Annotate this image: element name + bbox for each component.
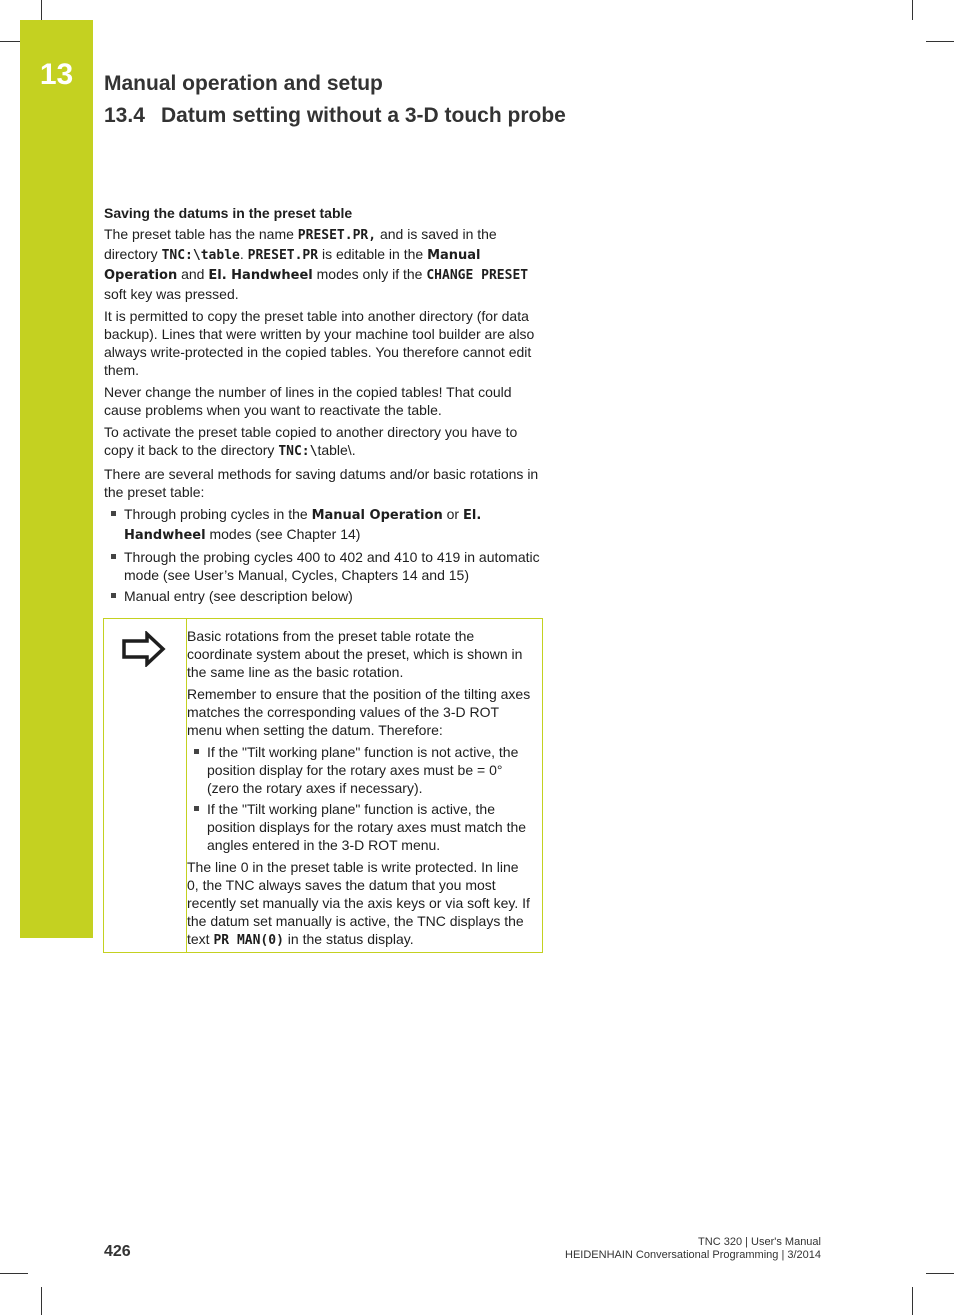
- crop-mark: [41, 0, 42, 20]
- footer-line: HEIDENHAIN Conversational Programming | 3/2014: [565, 1249, 821, 1261]
- paragraph: It is permitted to copy the preset table into another directory (for data backup). Lines that were written by your machine tool builder are also always write-protected in the copied tables. You therefore cannot edit them.: [104, 308, 535, 378]
- text: modes (see Chapter 14): [205, 526, 361, 542]
- list-item: Through the probing cycles 400 to 402 and 410 to 419 in automatic mode (see User’s Manual, Cycles, Chapters 14 and 15): [104, 548, 546, 584]
- mode-name: El. Handwheel: [208, 268, 313, 283]
- keyword: TNC:\: [278, 444, 318, 459]
- main-content: [104, 204, 546, 609]
- text: The line 0 in the preset table is write protected. In line 0, the TNC always saves the datum that you most recently set manually via the axis keys or via soft key. If the datum set manually is active, the TNC displays the text: [187, 859, 530, 947]
- text: Through probing cycles in the: [124, 506, 312, 522]
- crop-mark: [0, 41, 20, 42]
- chapter-number: 13: [39, 58, 74, 91]
- text: table\.: [317, 442, 356, 458]
- text: modes only if the: [312, 266, 427, 282]
- page-number: 426: [104, 1243, 131, 1260]
- mode-name: Manual Operation: [104, 248, 481, 283]
- subheading: Saving the datums in the preset table: [104, 205, 353, 221]
- text: or: [442, 506, 463, 522]
- crop-mark: [926, 1273, 954, 1274]
- note-paragraph: Remember to ensure that the position of the tilting axes matches the corresponding values of the 3-D ROT menu when setting the datum. Therefore:: [187, 686, 531, 738]
- crop-mark: [41, 1287, 42, 1315]
- note-paragraph: [187, 858, 531, 950]
- text: and: [177, 266, 209, 282]
- list-item: If the "Tilt working plane" function is active, the position displays for the rotary axes must match the angles entered in the 3-D ROT menu.: [187, 800, 531, 854]
- bullet-list: [104, 505, 546, 605]
- text: The preset table has the name: [104, 226, 298, 242]
- footer-info: [565, 1236, 821, 1262]
- text: in the status display.: [283, 931, 414, 947]
- note-paragraph: Basic rotations from the preset table rotate the coordinate system about the preset, which is shown in the same line as the basic rotation.: [187, 628, 523, 680]
- note-box: [103, 618, 543, 953]
- paragraph: There are several methods for saving datums and/or basic rotations in the preset table:: [104, 466, 539, 500]
- chapter-title: Manual operation and setup: [104, 72, 383, 95]
- arrow-right-icon: [121, 631, 167, 672]
- mode-name: El. Handwheel: [124, 508, 482, 543]
- text: To activate the preset table copied to another directory you have to copy it back to the directory: [104, 424, 518, 458]
- footer-line: TNC 320 | User's Manual: [698, 1236, 821, 1248]
- list-item: [104, 505, 546, 545]
- text: and is saved in the directory: [104, 226, 497, 262]
- text: .: [239, 246, 248, 262]
- text: is editable in the: [318, 246, 428, 262]
- crop-mark: [0, 1273, 28, 1274]
- mode-name: Manual Operation: [311, 508, 443, 523]
- list-item: If the "Tilt working plane" function is not active, the position display for the rotary axes must be = 0° (zero the rotary axes if necessary).: [187, 743, 531, 797]
- paragraph: Never change the number of lines in the copied tables! That could cause problems when you want to reactivate the table.: [104, 384, 512, 418]
- note-text: [187, 627, 531, 954]
- paragraph: [104, 225, 546, 303]
- section-title: [104, 104, 566, 128]
- keyword: TNC:\table: [161, 248, 240, 263]
- status-text: PR MAN(0): [213, 933, 284, 948]
- paragraph: [104, 423, 546, 461]
- chapter-tab: [20, 20, 93, 938]
- section-number: 13.4: [104, 104, 145, 127]
- softkey-name: CHANGE PRESET: [426, 268, 529, 283]
- crop-mark: [926, 41, 954, 42]
- keyword: PRESET.PR,: [297, 228, 377, 243]
- crop-mark: [912, 1287, 913, 1315]
- keyword: PRESET.PR: [247, 248, 319, 263]
- section-title-text: Datum setting without a 3-D touch probe: [161, 104, 566, 127]
- list-item: Manual entry (see description below): [104, 587, 546, 605]
- text: soft key was pressed.: [104, 286, 239, 302]
- crop-mark: [912, 0, 913, 20]
- note-bullet-list: [187, 743, 531, 854]
